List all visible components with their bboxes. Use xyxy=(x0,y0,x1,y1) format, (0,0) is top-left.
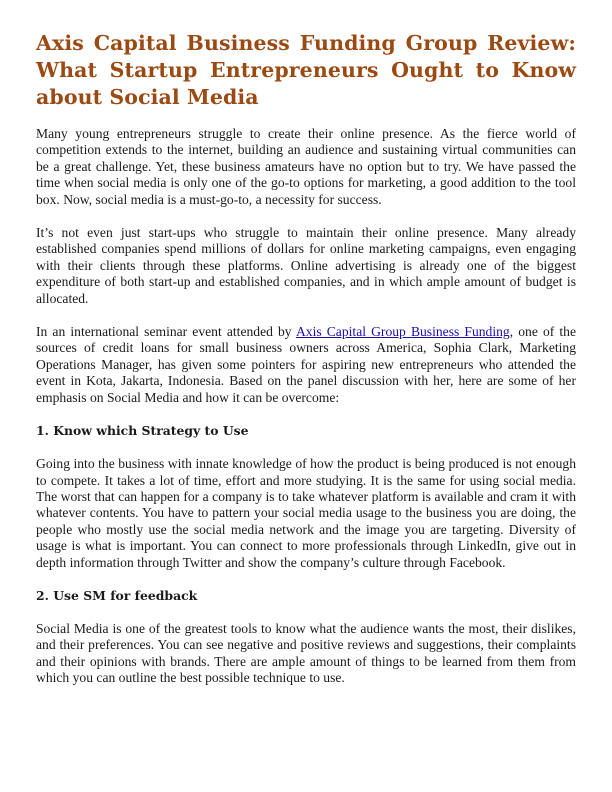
paragraph-intro: Many young entrepreneurs struggle to create their online presence. As the fierce world of competition extends to the internet, building an audience and sustaining virtual communities can be a great challenge. Yet, these business amateurs have no option but to try. We have passed the time when social media is only one of the go-to options for marketing, a good addition to the tool box. Now, social media is a must-go-to, a necessity for success. xyxy=(36,126,576,207)
paragraph-seminar-rest: , one of the sources of credit loans for small business owners across America, Sophia Clark, Marketing Operations Manager, has given some pointers for aspiring new entrepreneurs who attended the event in Kota, Jakarta, Indonesia. Based on the panel discussion with her, here are some of her emphasis on Social Media and how it can be overcome: xyxy=(36,324,576,405)
paragraph-seminar-lead: In an international seminar event attended by xyxy=(36,324,296,340)
section-heading-feedback: 2. Use SM for feedback xyxy=(36,587,198,603)
paragraph-seminar xyxy=(36,324,576,406)
axis-capital-link[interactable]: Axis Capital Group Business Funding xyxy=(295,324,510,340)
document-page xyxy=(36,30,576,704)
paragraph-online-presence: It’s not even just start-ups who struggle to maintain their online presence. Many already established companies spend millions of dollars for online marketing campaigns, even engaging with their clients through these platforms. Online advertising is already one of the biggest expenditure of both start-up and established companies, and in which ample amount of budget is allocated. xyxy=(36,225,576,306)
article-title: Axis Capital Business Funding Group Review: What Startup Entrepreneurs Ought to Know about Social Media xyxy=(36,31,576,109)
section-body-strategy: Going into the business with innate knowledge of how the product is being produced is not enough to compete. It takes a lot of time, effort and more studying. It is the same for using social media. The worst that can happen for a company is to take whatever platform is available and cram it with whatever contents. You have to pattern your social media usage to the business you are doing, the people who mostly use the social media network and the image you are targeting. Diversity of usage is what is important. You can connect to more professionals through LinkedIn, give out in depth information through Twitter and show the company’s culture through Facebook. xyxy=(36,456,576,570)
section-body-feedback: Social Media is one of the greatest tools to know what the audience wants the most, their dislikes, and their preferences. You can see negative and positive reviews and suggestions, their complaints and their opinions with brands. There are ample amount of things to be learned from them from which you can outline the best possible technique to use. xyxy=(36,620,576,686)
section-heading-strategy: 1. Know which Strategy to Use xyxy=(36,423,249,439)
